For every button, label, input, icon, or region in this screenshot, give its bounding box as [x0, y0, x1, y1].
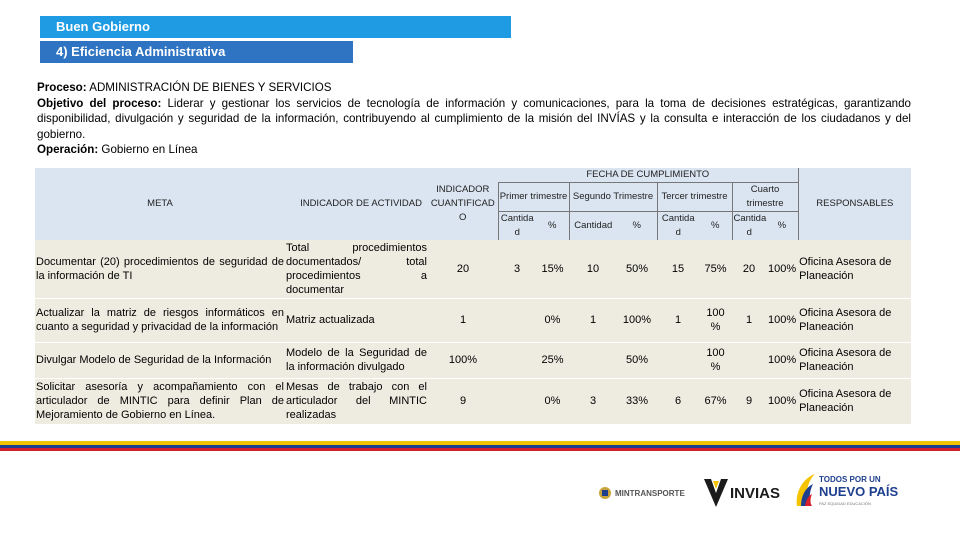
invias-text: INVIAS [730, 484, 781, 502]
mintransporte-text: MINTRANSPORTE [615, 488, 685, 498]
row-responsable: Oficina Asesora de Planeación [798, 298, 911, 342]
table-row [35, 240, 911, 298]
row-q1-pct: 15% [536, 240, 569, 298]
row-q1-cantidad [498, 378, 536, 424]
row-meta: Actualizar la matriz de riesgos informáticos en cuanto a seguridad y privacidad de la información [35, 298, 285, 342]
header-q2-pct: % [617, 212, 657, 241]
header-responsables: RESPONSABLES [798, 168, 911, 240]
flag-stripe-red [0, 448, 960, 451]
row-meta: Solicitar asesoría y acompañamiento con el articulador de MINTIC para definir Plan de Mejoramiento de Gobierno en Línea. [35, 378, 285, 424]
header-q4: Cuarto trimestre [732, 183, 798, 212]
objetivo-label: Objetivo del proceso: [37, 96, 162, 110]
row-meta: Divulgar Modelo de Seguridad de la Información [35, 342, 285, 378]
row-responsable: Oficina Asesora de Planeación [798, 342, 911, 378]
row-q1-cantidad: 3 [498, 240, 536, 298]
header-q4-cantidad: Cantida d [733, 213, 767, 238]
header-cuantificado: INDICADOR CUANTIFICAD O [428, 168, 498, 240]
row-q4-cantidad: 9 [732, 378, 766, 424]
row-q4-pct: 100% [766, 298, 798, 342]
row-cuantificado: 9 [428, 378, 498, 424]
row-q4-cantidad: 1 [732, 298, 766, 342]
row-q1-pct: 25% [536, 342, 569, 378]
row-q2-cantidad [569, 342, 617, 378]
logo3-bottom-text: NUEVO PAÍS [819, 484, 899, 499]
header-meta: META [35, 168, 285, 240]
header-q3: Tercer trimestre [657, 183, 732, 212]
todos-por-un-nuevo-pais-logo [793, 470, 913, 512]
mintransporte-logo [598, 485, 690, 501]
row-responsable: Oficina Asesora de Planeación [798, 378, 911, 424]
operacion-line [37, 142, 911, 158]
operacion-value: Gobierno en Línea [98, 143, 198, 156]
table-row [35, 378, 911, 424]
row-q4-pct: 100% [766, 240, 798, 298]
row-indicador: Mesas de trabajo con el articulador del MINTIC realizadas [285, 378, 428, 424]
dove-icon [793, 470, 817, 510]
row-q3-pct: 75% [699, 240, 732, 298]
row-q4-pct: 100% [766, 378, 798, 424]
header-q2-cantidad: Cantidad [569, 212, 617, 241]
row-q2-cantidad: 3 [569, 378, 617, 424]
invias-emblem-icon [704, 479, 728, 507]
logo3-top-text: TODOS POR UN [819, 475, 881, 484]
row-q3-cantidad: 1 [657, 298, 699, 342]
row-responsable: Oficina Asesora de Planeación [798, 240, 911, 298]
operacion-label: Operación: [37, 143, 99, 156]
header-q4-pct: % [766, 212, 798, 241]
indicator-table [35, 168, 911, 424]
row-indicador: Modelo de la Seguridad de la información divulgado [285, 342, 428, 378]
row-q4-pct: 100% [766, 342, 798, 378]
row-indicador: Matriz actualizada [285, 298, 428, 342]
row-indicador: Total procedimientos documentados/ total procedimientos a documentar [285, 240, 428, 298]
row-q3-pct: 67% [699, 378, 732, 424]
header-indicador: INDICADOR DE ACTIVIDAD [285, 168, 428, 240]
invias-logo [704, 478, 784, 508]
header-q3-cantidad: Cantida d [657, 212, 699, 241]
section-subtitle-banner: 4) Eficiencia Administrativa [40, 41, 353, 63]
section-title-banner: Buen Gobierno [40, 16, 511, 38]
objetivo-value: Liderar y gestionar los servicios de tecnología de información y comunicaciones, para la toma de decisiones estratégicas, garantizando disponibilidad, divulgación y seguridad de la información, contribuyendo al cumplimiento de la misión del INVÍAS y la consulta e interacción de los ciudadanos y del gobierno. [37, 96, 911, 141]
row-cuantificado: 1 [428, 298, 498, 342]
row-q4-cantidad: 20 [732, 240, 766, 298]
header-q3-pct: % [699, 212, 732, 241]
row-q1-cantidad [498, 342, 536, 378]
table-row [35, 342, 911, 378]
table-row [35, 298, 911, 342]
header-q2: Segundo Trimestre [569, 183, 657, 212]
row-q3-cantidad: 6 [657, 378, 699, 424]
row-q1-pct: 0% [536, 378, 569, 424]
header-fecha: FECHA DE CUMPLIMIENTO [498, 168, 798, 183]
row-q2-pct: 50% [617, 240, 657, 298]
row-q1-pct: 0% [536, 298, 569, 342]
intro-block [37, 80, 911, 158]
header-q1-pct: % [536, 212, 569, 241]
row-q2-cantidad: 10 [569, 240, 617, 298]
row-q3-cantidad [657, 342, 699, 378]
row-q2-pct: 50% [617, 342, 657, 378]
row-meta: Documentar (20) procedimientos de seguridad de la información de TI [35, 240, 285, 298]
row-q2-pct: 100% [617, 298, 657, 342]
row-q3-pct: 100 % [699, 342, 732, 378]
row-q2-cantidad: 1 [569, 298, 617, 342]
logo3-tagline: PAZ EQUIDAD EDUCACIÓN [819, 501, 871, 506]
header-q1-cantidad: Cantida d [498, 212, 536, 241]
proceso-label: Proceso: [37, 81, 87, 94]
objetivo-line [37, 96, 911, 143]
row-q3-pct: 100 % [699, 298, 732, 342]
row-q3-cantidad: 15 [657, 240, 699, 298]
row-q1-cantidad [498, 298, 536, 342]
proceso-value: ADMINISTRACIÓN DE BIENES Y SERVICIOS [86, 81, 332, 94]
row-cuantificado: 20 [428, 240, 498, 298]
row-q2-pct: 33% [617, 378, 657, 424]
proceso-line [37, 80, 911, 96]
row-q4-cantidad [732, 342, 766, 378]
row-cuantificado: 100% [428, 342, 498, 378]
coat-of-arms-icon [598, 486, 612, 500]
header-q1: Primer trimestre [498, 183, 569, 212]
